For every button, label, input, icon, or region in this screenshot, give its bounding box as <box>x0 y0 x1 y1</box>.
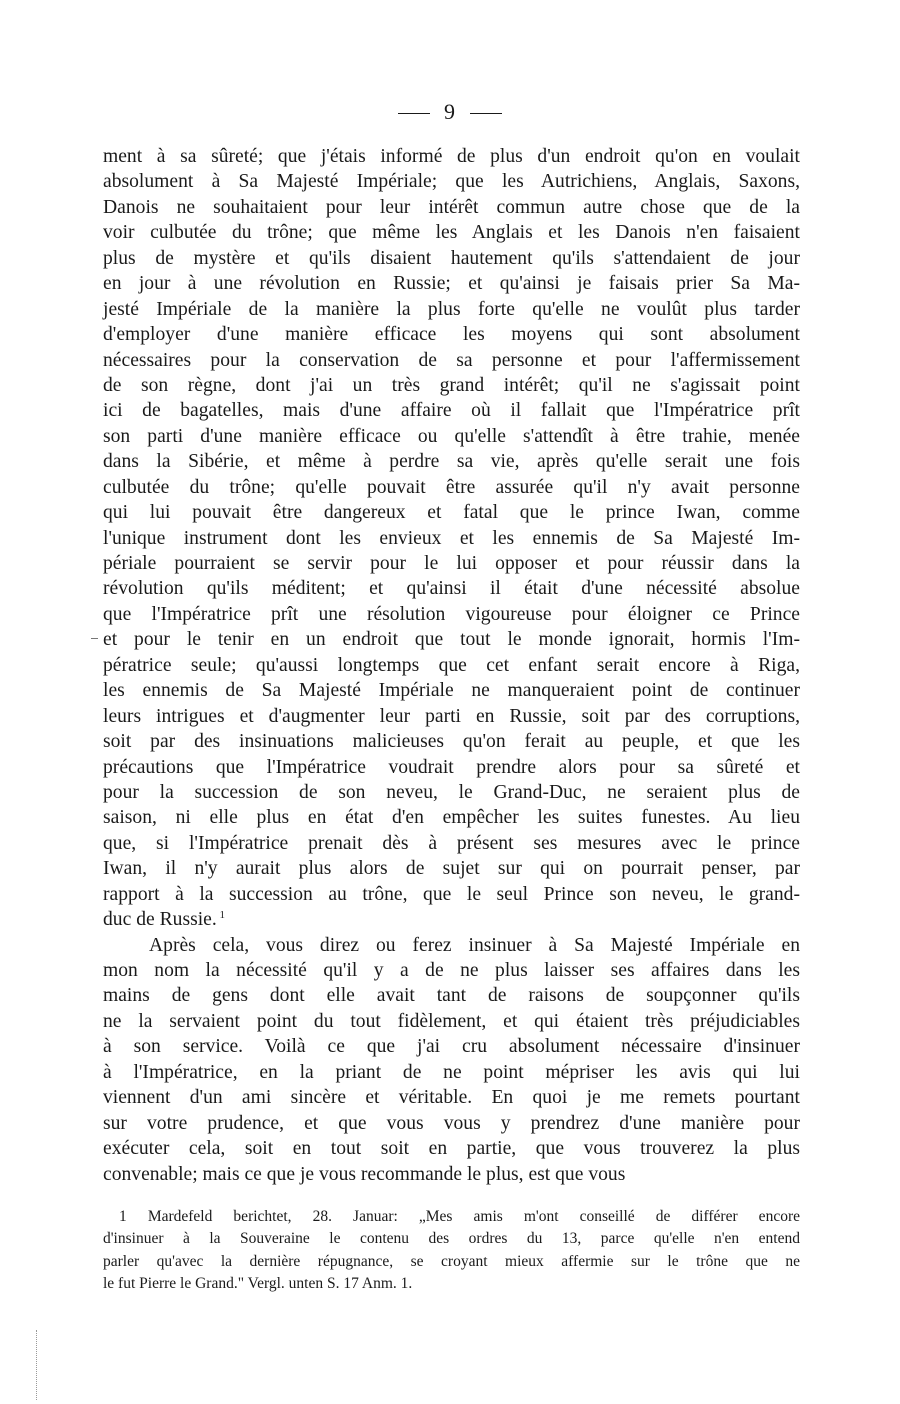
text-line: périale pourraient se servir pour le lui opposer et pour réussir dans la <box>103 553 800 574</box>
text-line: précautions que l'Impératrice voudrait prendre alors pour sa sûreté et <box>103 756 800 778</box>
footnote-line: 1 Mardefeld berichtet, 28. Januar: „Mes amis m'ont conseillé de différer encore <box>119 1208 800 1225</box>
text-line: rapport à la succession au trône, que le seul Prince son neveu, le grand- <box>103 883 800 905</box>
text-line: viennent d'un ami sincère et véritable. En quoi je me remets pourtant <box>103 1087 800 1109</box>
text-line: que l'Impératrice prît une résolution vigoureuse pour éloigner ce Prince <box>103 603 800 625</box>
text-line: Danois ne souhaitaient pour leur intérêt commun autre chose que de la <box>103 196 800 218</box>
paragraph <box>103 933 800 1187</box>
text-line: voir culbutée du trône; que même les Anglais et les Danois n'en faisaient <box>103 222 800 244</box>
text-line: qui lui pouvait être dangereux et fatal que le prince Iwan, comme <box>103 502 800 524</box>
text-line: Iwan, il n'y aurait plus alors de sujet sur qui on pourrait penser, par <box>103 858 800 880</box>
text-line: à son service. Voilà ce que j'ai cru absolument nécessaire d'insinuer <box>103 1036 800 1058</box>
footnote-marker: 1 <box>216 909 225 922</box>
text-line: plus de mystère et qu'ils disaient hautement qu'ils s'attendaient de jour <box>103 247 800 269</box>
scan-margin-specks <box>36 1330 39 1400</box>
text-line: ici de bagatelles, mais d'une affaire où il fallait que l'Impératrice prît <box>103 400 800 422</box>
text-line: exécuter cela, soit en tout soit en partie, que vous trouverez la plus <box>103 1138 800 1160</box>
text-line: jesté Impériale de la manière la plus forte qu'elle ne voulût plus tarder <box>103 298 800 320</box>
text-line: culbutée du trône; qu'elle pouvait être assurée qu'il n'y avait personne <box>103 476 800 498</box>
footnote-line: parler qu'avec la dernière répugnance, se croyant mieux affermie sur le trône que ne <box>103 1252 800 1270</box>
text-line: pératrice seule; qu'aussi longtemps que cet enfant serait encore à Riga, <box>103 654 800 676</box>
text-line: soit par des insinuations malicieuses qu'on ferait au peuple, et que les <box>103 731 800 753</box>
page-number: 9 <box>444 99 456 124</box>
text-line: pour la succession de son neveu, le Grand-Duc, ne seraient plus de <box>103 781 800 803</box>
margin-mark <box>91 638 98 639</box>
text-line: nécessaires pour la conservation de sa personne et pour l'affermissement <box>103 349 800 371</box>
text-line: mains de gens dont elle avait tant de raisons de soupçonner qu'ils <box>103 985 800 1007</box>
text-line: convenable; mais ce que je vous recommande le plus, est que vous <box>103 1163 626 1185</box>
text-line: Après cela, vous direz ou ferez insinuer à Sa Majesté Impériale en <box>149 934 800 956</box>
text-line: que, si l'Impératrice prenait dès à présent ses mesures avec le prince <box>103 832 800 854</box>
text-line: mon nom la nécessité qu'il y a de ne plus laisser ses affaires dans les <box>103 960 800 981</box>
text-line: l'unique instrument dont les envieux et les ennemis de Sa Majesté Im- <box>103 527 800 549</box>
text-line: ment à sa sûreté; que j'étais informé de plus d'un endroit qu'on en voulait <box>103 146 800 167</box>
text-line: ne la servaient point du tout fidèlement, et qui étaient très préjudiciables <box>103 1010 800 1032</box>
paragraph <box>103 144 800 933</box>
text-line: sur votre prudence, et que vous vous y prendrez d'une manière pour <box>103 1112 800 1134</box>
text-line: absolument à Sa Majesté Impériale; que les Autrichiens, Anglais, Saxons, <box>103 171 800 193</box>
text-line: leurs intrigues et d'augmenter leur parti en Russie, soit par des corruptions, <box>103 705 800 727</box>
main-text <box>103 144 800 1187</box>
text-line: et pour le tenir en un endroit que tout le monde ignorait, hormis l'Im- <box>103 629 800 651</box>
text-line: saison, ni elle plus en état d'en empêcher les suites funestes. Au lieu <box>103 807 800 829</box>
text-line: à l'Impératrice, en la priant de ne point mépriser les avis qui lui <box>103 1061 800 1083</box>
text-line: de son règne, dont j'ai un très grand intérêt; qu'il ne s'agissait point <box>103 374 800 396</box>
text-line: révolution qu'ils méditent; et qu'ainsi il était d'une nécessité absolue <box>103 578 800 600</box>
header-dash-left <box>398 113 430 114</box>
text-line: son parti d'une manière efficace ou qu'elle s'attendît à être trahie, menée <box>103 425 800 447</box>
text-line: en jour à une révolution en Russie; et qu'ainsi je faisais prier Sa Ma- <box>103 273 800 295</box>
text-line: duc de Russie. $^1$ <box>103 909 225 931</box>
text-line: d'employer d'une manière efficace les moyens qui sont absolument <box>103 324 800 346</box>
page-header <box>0 98 900 126</box>
footnote-line: le fut Pierre le Grand." Vergl. unten S. 17 Anm. 1. <box>103 1274 413 1292</box>
footnotes <box>103 1206 800 1295</box>
text-line: dans la Sibérie, et même à perdre sa vie, après qu'elle serait une fois <box>103 451 800 473</box>
text-line: les ennemis de Sa Majesté Impériale ne manqueraient point de continuer <box>103 680 800 702</box>
footnote-line: d'insinuer à la Souveraine le contenu des ordres du 13, parce qu'elle n'en entend <box>103 1230 800 1248</box>
header-dash-right <box>470 113 502 114</box>
